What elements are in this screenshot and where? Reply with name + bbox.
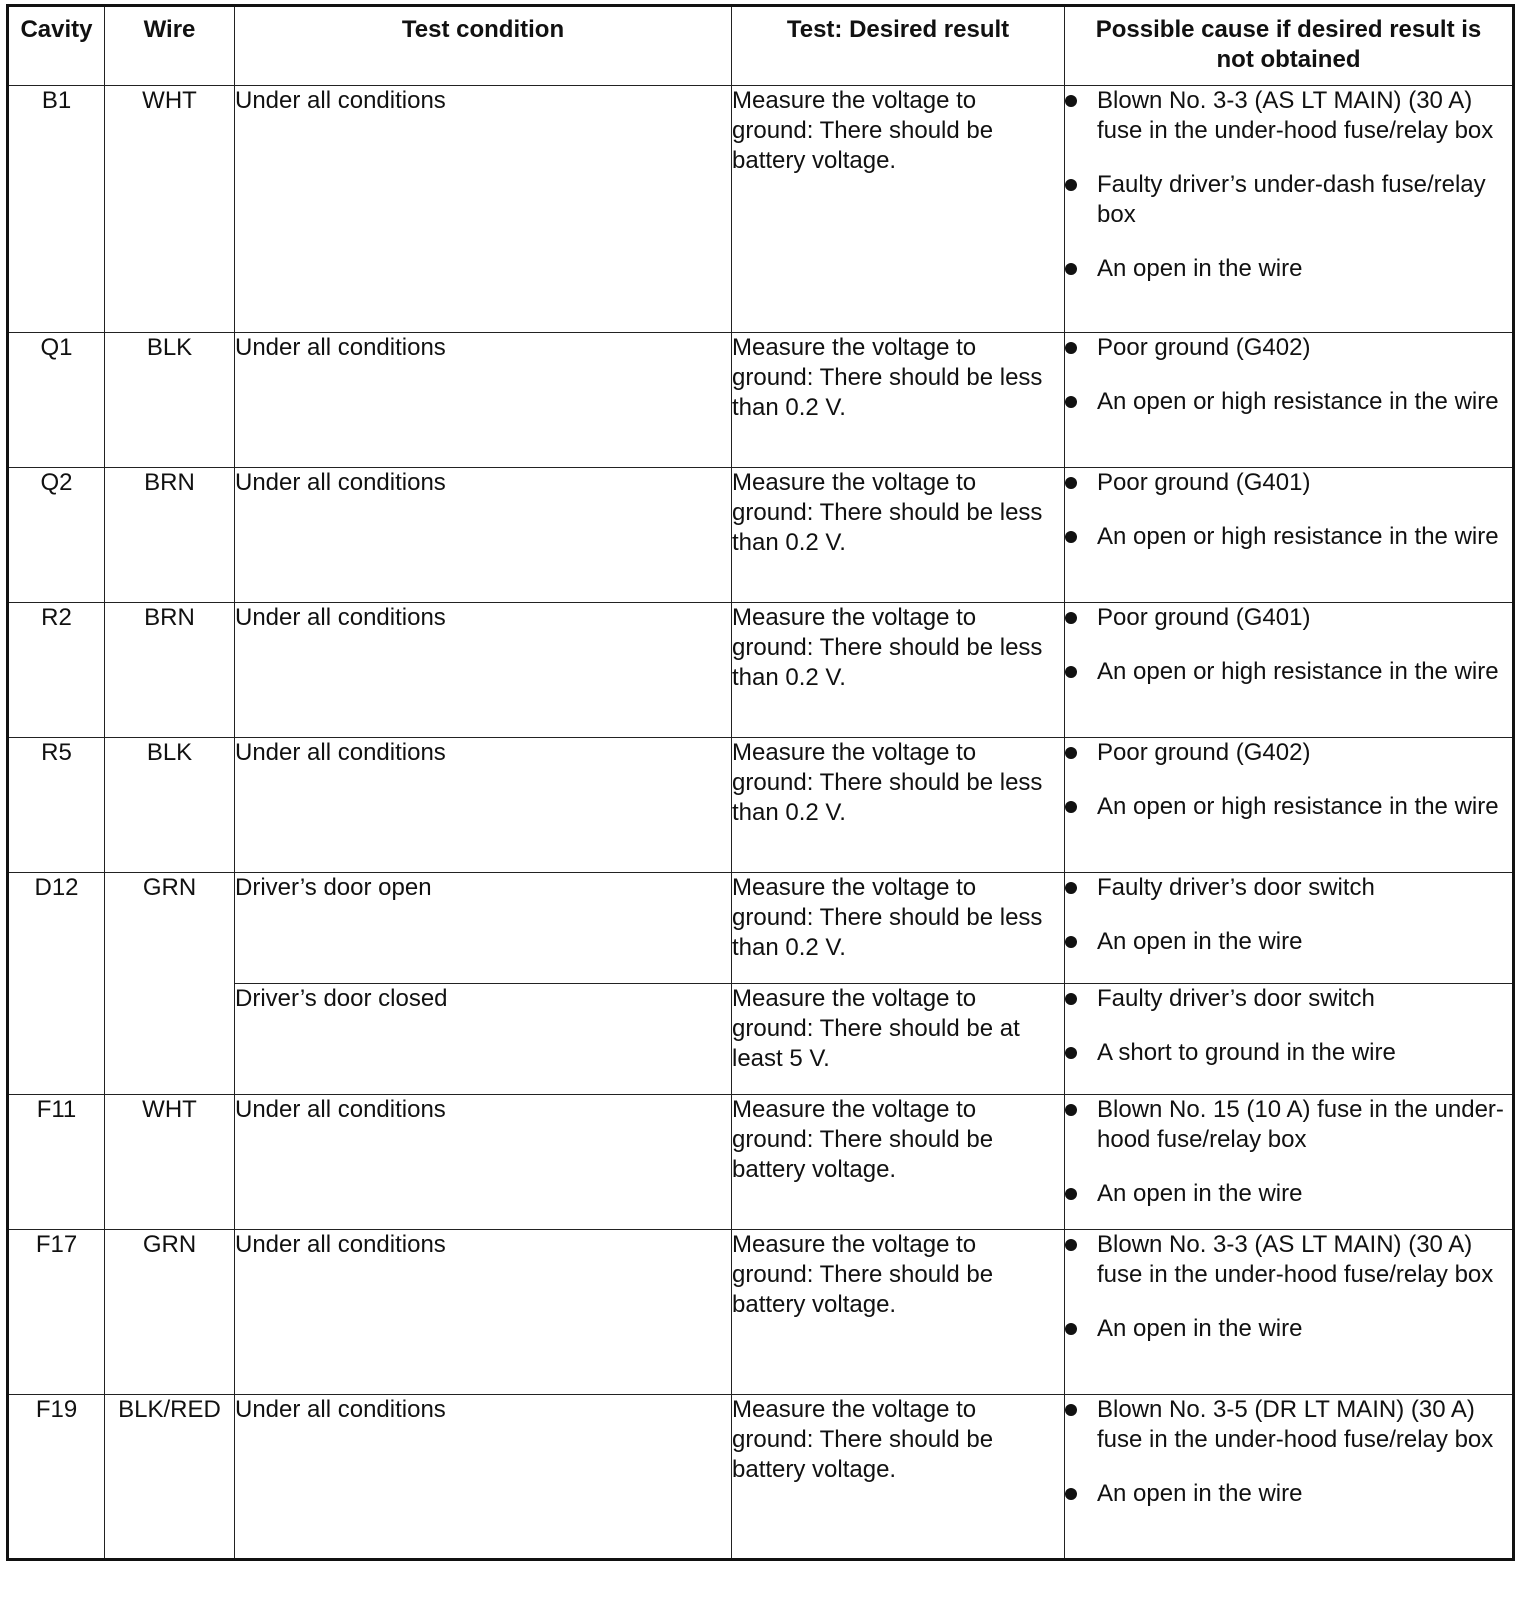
cause-text: An open or high resistance in the wire bbox=[1097, 793, 1499, 820]
cause-item bbox=[1065, 1479, 1512, 1509]
cavity-cell: F11 bbox=[8, 1095, 105, 1230]
cause-item bbox=[1065, 984, 1512, 1014]
cause-item bbox=[1065, 1038, 1512, 1068]
cause-list bbox=[1065, 468, 1512, 552]
possible-cause-cell bbox=[1065, 1395, 1514, 1560]
table-row bbox=[8, 603, 1514, 738]
possible-cause-cell bbox=[1065, 603, 1514, 738]
cause-text: Poor ground (G402) bbox=[1097, 739, 1311, 766]
cause-list bbox=[1065, 86, 1512, 284]
cavity-cell: F17 bbox=[8, 1230, 105, 1395]
table-row bbox=[8, 1095, 1514, 1230]
test-condition-cell: Under all conditions bbox=[235, 738, 732, 873]
cause-item bbox=[1065, 1179, 1512, 1209]
cavity-cell: Q2 bbox=[8, 468, 105, 603]
bullet-icon bbox=[1065, 1188, 1077, 1200]
wire-cell: BRN bbox=[105, 603, 235, 738]
test-condition-cell: Under all conditions bbox=[235, 603, 732, 738]
cavity-cell: Q1 bbox=[8, 333, 105, 468]
possible-cause-cell bbox=[1065, 738, 1514, 873]
desired-result-cell: Measure the voltage to ground: There should be battery voltage. bbox=[732, 1095, 1065, 1230]
possible-cause-cell bbox=[1065, 86, 1514, 333]
header-desired-result: Test: Desired result bbox=[732, 6, 1065, 86]
cause-text: Faulty driver’s under-dash fuse/relay box bbox=[1097, 171, 1486, 228]
bullet-icon bbox=[1065, 666, 1077, 678]
bullet-icon bbox=[1065, 477, 1077, 489]
possible-cause-cell bbox=[1065, 1230, 1514, 1395]
bullet-icon bbox=[1065, 263, 1077, 275]
cavity-cell: R5 bbox=[8, 738, 105, 873]
bullet-icon bbox=[1065, 1047, 1077, 1059]
bullet-icon bbox=[1065, 936, 1077, 948]
possible-cause-cell bbox=[1065, 468, 1514, 603]
bullet-icon bbox=[1065, 1104, 1077, 1116]
table-row bbox=[8, 738, 1514, 873]
test-condition-cell: Under all conditions bbox=[235, 1230, 732, 1395]
desired-result-cell: Measure the voltage to ground: There should be at least 5 V. bbox=[732, 984, 1065, 1095]
desired-result-cell: Measure the voltage to ground: There should be less than 0.2 V. bbox=[732, 873, 1065, 984]
table-header bbox=[8, 6, 1514, 86]
cavity-cell: F19 bbox=[8, 1395, 105, 1560]
cause-item bbox=[1065, 792, 1512, 822]
test-condition-cell: Under all conditions bbox=[235, 1395, 732, 1560]
desired-result-cell: Measure the voltage to ground: There should be battery voltage. bbox=[732, 1230, 1065, 1395]
table-row bbox=[8, 86, 1514, 333]
possible-cause-cell bbox=[1065, 984, 1514, 1095]
wire-cell: GRN bbox=[105, 1230, 235, 1395]
test-condition-cell: Under all conditions bbox=[235, 333, 732, 468]
cause-text: An open or high resistance in the wire bbox=[1097, 523, 1499, 550]
wire-cell: BLK bbox=[105, 738, 235, 873]
bullet-icon bbox=[1065, 993, 1077, 1005]
bullet-icon bbox=[1065, 1488, 1077, 1500]
bullet-icon bbox=[1065, 1323, 1077, 1335]
bullet-icon bbox=[1065, 95, 1077, 107]
header-row bbox=[8, 6, 1514, 86]
cavity-cell: R2 bbox=[8, 603, 105, 738]
cause-text: Faulty driver’s door switch bbox=[1097, 874, 1375, 901]
cause-item bbox=[1065, 468, 1512, 498]
cause-text: An open in the wire bbox=[1097, 1180, 1303, 1207]
cause-item bbox=[1065, 333, 1512, 363]
table-row bbox=[8, 1230, 1514, 1395]
cause-text: Poor ground (G401) bbox=[1097, 604, 1311, 631]
test-condition-cell: Driver’s door closed bbox=[235, 984, 732, 1095]
cause-list bbox=[1065, 984, 1512, 1068]
bullet-icon bbox=[1065, 1239, 1077, 1251]
header-cavity: Cavity bbox=[8, 6, 105, 86]
cause-text: Poor ground (G402) bbox=[1097, 334, 1311, 361]
possible-cause-cell bbox=[1065, 1095, 1514, 1230]
header-possible-cause: Possible cause if desired result is not obtained bbox=[1065, 6, 1514, 86]
cause-list bbox=[1065, 738, 1512, 822]
cause-item bbox=[1065, 522, 1512, 552]
desired-result-cell: Measure the voltage to ground: There should be less than 0.2 V. bbox=[732, 333, 1065, 468]
bullet-icon bbox=[1065, 612, 1077, 624]
bullet-icon bbox=[1065, 531, 1077, 543]
cavity-cell: B1 bbox=[8, 86, 105, 333]
bullet-icon bbox=[1065, 747, 1077, 759]
test-condition-cell: Driver’s door open bbox=[235, 873, 732, 984]
desired-result-cell: Measure the voltage to ground: There should be battery voltage. bbox=[732, 86, 1065, 333]
cause-item bbox=[1065, 603, 1512, 633]
cause-list bbox=[1065, 1095, 1512, 1209]
cause-list bbox=[1065, 1230, 1512, 1344]
wire-cell: BLK bbox=[105, 333, 235, 468]
cause-list bbox=[1065, 603, 1512, 687]
desired-result-cell: Measure the voltage to ground: There should be less than 0.2 V. bbox=[732, 738, 1065, 873]
cause-text: Blown No. 15 (10 A) fuse in the under-hood fuse/relay box bbox=[1097, 1096, 1504, 1153]
cause-list bbox=[1065, 873, 1512, 957]
possible-cause-cell bbox=[1065, 873, 1514, 984]
cause-list bbox=[1065, 1395, 1512, 1509]
cause-item bbox=[1065, 86, 1512, 146]
cause-item bbox=[1065, 387, 1512, 417]
cause-item bbox=[1065, 1395, 1512, 1455]
desired-result-cell: Measure the voltage to ground: There should be battery voltage. bbox=[732, 1395, 1065, 1560]
cause-item bbox=[1065, 738, 1512, 768]
bullet-icon bbox=[1065, 396, 1077, 408]
cause-text: An open in the wire bbox=[1097, 928, 1303, 955]
bullet-icon bbox=[1065, 1404, 1077, 1416]
bullet-icon bbox=[1065, 179, 1077, 191]
possible-cause-cell bbox=[1065, 333, 1514, 468]
header-test-condition: Test condition bbox=[235, 6, 732, 86]
test-condition-cell: Under all conditions bbox=[235, 468, 732, 603]
desired-result-cell: Measure the voltage to ground: There should be less than 0.2 V. bbox=[732, 468, 1065, 603]
wire-cell: BLK/RED bbox=[105, 1395, 235, 1560]
cause-item bbox=[1065, 1314, 1512, 1344]
cause-item bbox=[1065, 1230, 1512, 1290]
desired-result-cell: Measure the voltage to ground: There should be less than 0.2 V. bbox=[732, 603, 1065, 738]
cause-list bbox=[1065, 333, 1512, 417]
table-row bbox=[8, 1395, 1514, 1560]
wire-cell: WHT bbox=[105, 1095, 235, 1230]
cause-text: An open in the wire bbox=[1097, 1315, 1303, 1342]
table-body bbox=[8, 86, 1514, 1560]
cause-text: An open in the wire bbox=[1097, 255, 1303, 282]
cause-text: An open or high resistance in the wire bbox=[1097, 658, 1499, 685]
table-row bbox=[8, 333, 1514, 468]
cause-item bbox=[1065, 657, 1512, 687]
test-condition-cell: Under all conditions bbox=[235, 1095, 732, 1230]
bullet-icon bbox=[1065, 801, 1077, 813]
wire-cell: GRN bbox=[105, 873, 235, 1095]
cause-text: Blown No. 3-3 (AS LT MAIN) (30 A) fuse in the under-hood fuse/relay box bbox=[1097, 1231, 1494, 1288]
cause-item bbox=[1065, 1095, 1512, 1155]
connector-test-table bbox=[6, 4, 1515, 1561]
cause-item bbox=[1065, 170, 1512, 230]
table-row bbox=[8, 468, 1514, 603]
cause-text: A short to ground in the wire bbox=[1097, 1039, 1396, 1066]
test-condition-cell: Under all conditions bbox=[235, 86, 732, 333]
cause-item bbox=[1065, 873, 1512, 903]
cause-text: Blown No. 3-5 (DR LT MAIN) (30 A) fuse in the under-hood fuse/relay box bbox=[1097, 1396, 1494, 1453]
cause-text: An open or high resistance in the wire bbox=[1097, 388, 1499, 415]
table-row bbox=[8, 873, 1514, 984]
cavity-cell: D12 bbox=[8, 873, 105, 1095]
cause-text: Blown No. 3-3 (AS LT MAIN) (30 A) fuse in the under-hood fuse/relay box bbox=[1097, 87, 1494, 144]
cause-item bbox=[1065, 927, 1512, 957]
wire-cell: WHT bbox=[105, 86, 235, 333]
header-wire: Wire bbox=[105, 6, 235, 86]
cause-item bbox=[1065, 254, 1512, 284]
wire-cell: BRN bbox=[105, 468, 235, 603]
cause-text: Faulty driver’s door switch bbox=[1097, 985, 1375, 1012]
cause-text: An open in the wire bbox=[1097, 1480, 1303, 1507]
bullet-icon bbox=[1065, 342, 1077, 354]
bullet-icon bbox=[1065, 882, 1077, 894]
cause-text: Poor ground (G401) bbox=[1097, 469, 1311, 496]
